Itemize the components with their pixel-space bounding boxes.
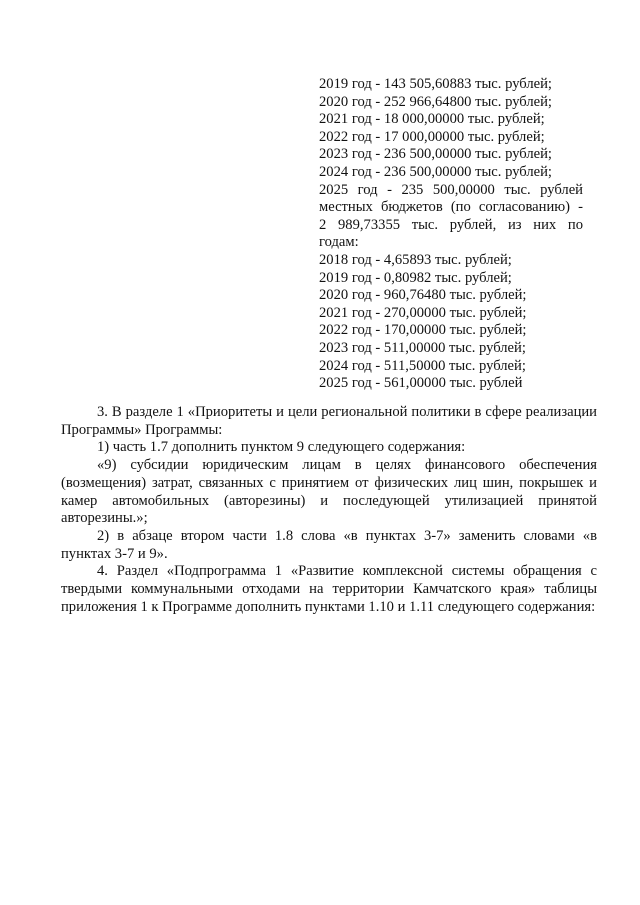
funding-line: 2024 год - 511,50000 тыс. рублей;	[319, 357, 526, 374]
funding-line: 2022 год - 170,00000 тыс. рублей;	[319, 322, 527, 339]
paragraph-subitem-1: 1) часть 1.7 дополнить пунктом 9 следующего содержания:	[97, 439, 466, 456]
funding-line: 2019 год - 143 505,60883 тыс. рублей;	[319, 76, 552, 92]
funding-line: 2023 год - 236 500,00000 тыс. рублей;	[319, 146, 552, 163]
funding-line: 2021 год - 18 000,00000 тыс. рублей;	[319, 111, 545, 128]
funding-line: местных бюджетов (по согласованию) -	[319, 199, 583, 216]
funding-line: 2024 год - 236 500,00000 тыс. рублей;	[319, 163, 552, 180]
funding-line: 2 989,73355 тыс. рублей, из них по	[319, 216, 583, 233]
funding-line: 2025 год - 561,00000 тыс. рублей	[319, 375, 523, 392]
funding-by-year-column	[319, 76, 583, 393]
funding-line: годам:	[319, 234, 359, 251]
funding-line: 2023 год - 511,00000 тыс. рублей;	[319, 339, 526, 356]
paragraph-subitem-2: 2) в абзаце втором части 1.8 слова «в пунктах 3-7» заменить словами «в пунктах 3-7 и 9».	[61, 527, 597, 562]
amendments-body	[61, 404, 597, 616]
funding-line: 2020 год - 960,76480 тыс. рублей;	[319, 287, 527, 304]
funding-line: 2021 год - 270,00000 тыс. рублей;	[319, 304, 527, 321]
paragraph-quoted-item-9: «9) субсидии юридическим лицам в целях финансового обеспечения (возмещения) затрат, связанных с принятием от физических лиц шин, покрышек и камер автомобильных (авторезины) и последующей утилизацией принятой авторезины.»;	[61, 457, 597, 527]
funding-line: 2025 год - 235 500,00000 тыс. рублей	[319, 181, 583, 198]
funding-line: 2018 год - 4,65893 тыс. рублей;	[319, 251, 512, 268]
paragraph-item-3: 3. В разделе 1 «Приоритеты и цели региональной политики в сфере реализации Программы» Программы:	[61, 404, 597, 438]
funding-line: 2022 год - 17 000,00000 тыс. рублей;	[319, 128, 545, 145]
funding-line: 2020 год - 252 966,64800 тыс. рублей;	[319, 93, 552, 110]
paragraph-item-4: 4. Раздел «Подпрограмма 1 «Развитие комплексной системы обращения с твердыми коммунальными отходами на территории Камчатского края» таблицы приложения 1 к Программе дополнить пунктами 1.10 и 1.11 следующего содержания:	[61, 563, 597, 615]
funding-line: 2019 год - 0,80982 тыс. рублей;	[319, 269, 512, 286]
